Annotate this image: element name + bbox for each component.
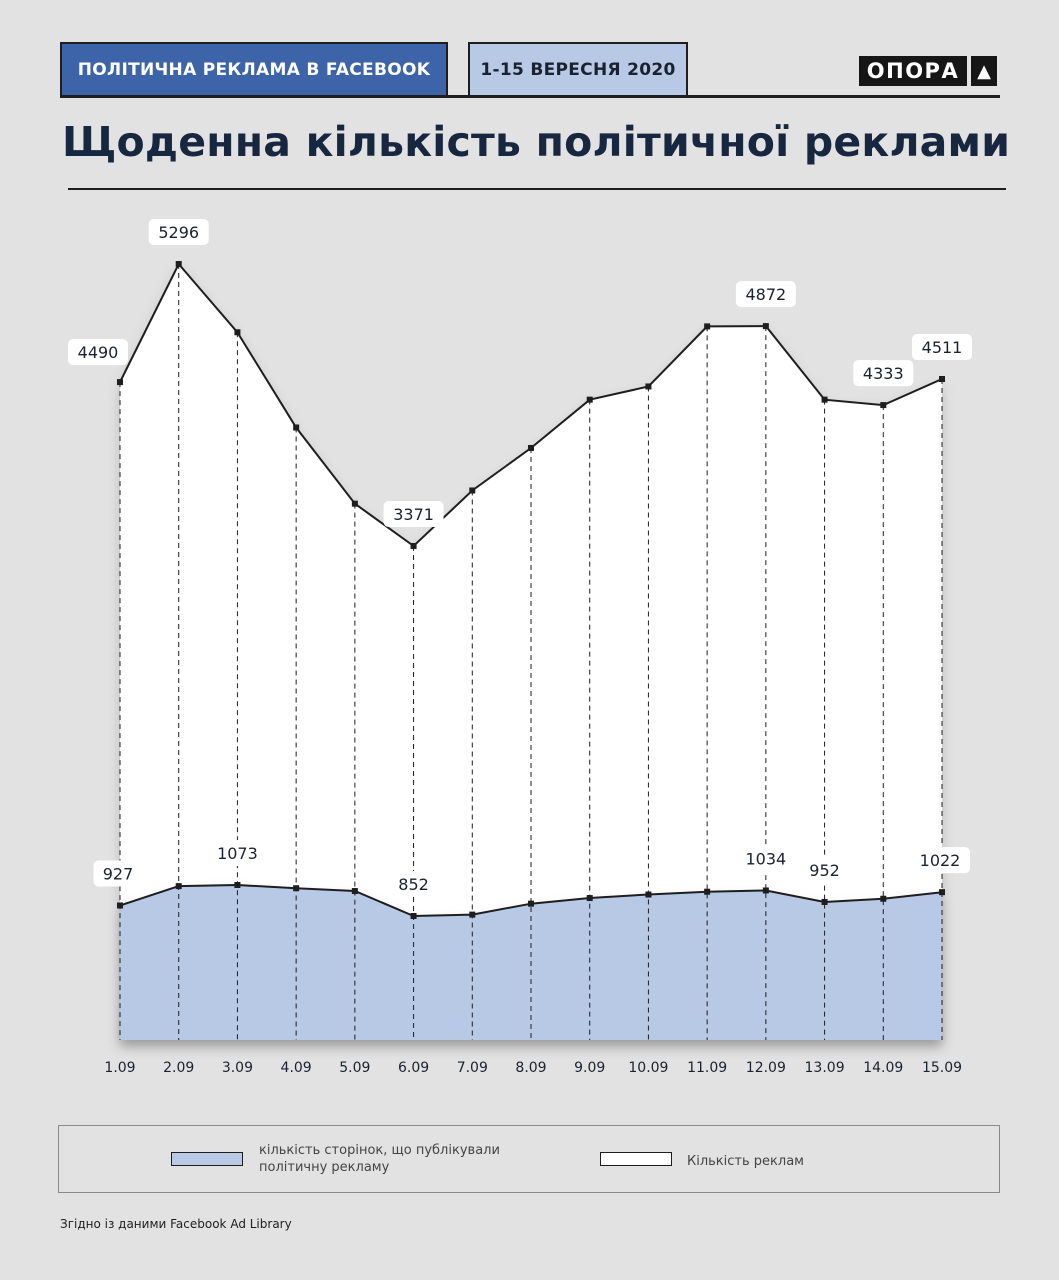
ads-point: [528, 445, 534, 451]
pages-value-label: 927: [102, 864, 134, 884]
pages-point: [234, 882, 240, 888]
pages-value-label: 1073: [217, 844, 258, 863]
x-tick-label: 5.09: [339, 1060, 371, 1076]
pages-point: [411, 913, 417, 919]
x-tick-label: 14.09: [863, 1060, 904, 1076]
ads-point: [352, 501, 358, 507]
triangle-icon: ▲: [971, 56, 997, 86]
ads-value-label: 4333: [862, 364, 904, 384]
ads-point: [645, 383, 651, 389]
logo-text: ОПОРА: [859, 56, 967, 86]
legend-swatch-ads: [600, 1152, 672, 1166]
ads-point: [234, 329, 240, 335]
date-range-banner: 1-15 ВЕРЕСНЯ 2020: [468, 42, 688, 98]
ads-value-label: 4872: [745, 285, 787, 305]
ads-point: [293, 424, 299, 430]
x-tick-label: 2.09: [163, 1060, 195, 1076]
pages-point: [822, 899, 828, 905]
pages-value-label: 852: [398, 875, 429, 894]
pages-value-label: 952: [809, 860, 840, 880]
x-tick-label: 11.09: [687, 1060, 728, 1076]
ads-point: [880, 402, 886, 408]
x-tick-label: 12.09: [745, 1060, 786, 1076]
x-tick-label: 10.09: [628, 1060, 669, 1076]
x-tick-label: 13.09: [804, 1060, 845, 1076]
ads-point: [822, 397, 828, 403]
ads-value-label: 3371: [393, 505, 434, 524]
x-tick-label: 1.09: [104, 1060, 136, 1076]
ads-point: [939, 376, 945, 382]
pages-value-label: 1022: [919, 851, 961, 871]
pages-point: [293, 885, 299, 891]
x-tick-label: 15.09: [921, 1060, 963, 1076]
ads-point: [704, 323, 710, 329]
chart-title: Щоденна кількість політичної реклами: [62, 118, 1011, 166]
x-tick-label: 4.09: [280, 1060, 312, 1076]
x-tick-label: 7.09: [456, 1060, 488, 1076]
x-tick-label: 9.09: [574, 1060, 606, 1076]
pages-point: [176, 883, 182, 889]
legend: [58, 1125, 1000, 1193]
source-note: Згідно із даними Facebook Ad Library: [60, 1217, 292, 1231]
ads-point: [176, 261, 182, 267]
pages-point: [939, 889, 945, 895]
pages-value-label: 1034: [745, 849, 787, 869]
x-tick-label: 8.09: [515, 1060, 547, 1076]
pages-point: [880, 896, 886, 902]
x-tick-label: 6.09: [397, 1060, 430, 1076]
ads-value-label: 5296: [158, 223, 200, 242]
pages-point: [528, 901, 534, 907]
ads-point: [411, 543, 417, 549]
pages-point: [352, 888, 358, 894]
pages-point: [469, 912, 475, 918]
pages-point: [117, 902, 123, 908]
ads-point: [469, 487, 475, 493]
ads-point: [117, 379, 123, 385]
x-tick-label: 3.09: [221, 1060, 254, 1076]
pages-point: [587, 895, 593, 901]
ads-point: [587, 397, 593, 403]
ads-point: [763, 323, 769, 329]
legend-label-pages: кількість сторінок, що публікували політичну рекламу: [259, 1143, 500, 1175]
legend-swatch-pages: [171, 1152, 243, 1166]
pages-point: [704, 889, 710, 895]
pages-point: [645, 892, 651, 898]
ads-value-label: 4490: [77, 343, 119, 363]
legend-label-ads: Кількість реклам: [687, 1154, 804, 1169]
pages-point: [763, 887, 769, 893]
ads-value-label: 4511: [921, 337, 963, 357]
topic-banner: ПОЛІТИЧНА РЕКЛАМА В FACEBOOK: [60, 42, 448, 98]
